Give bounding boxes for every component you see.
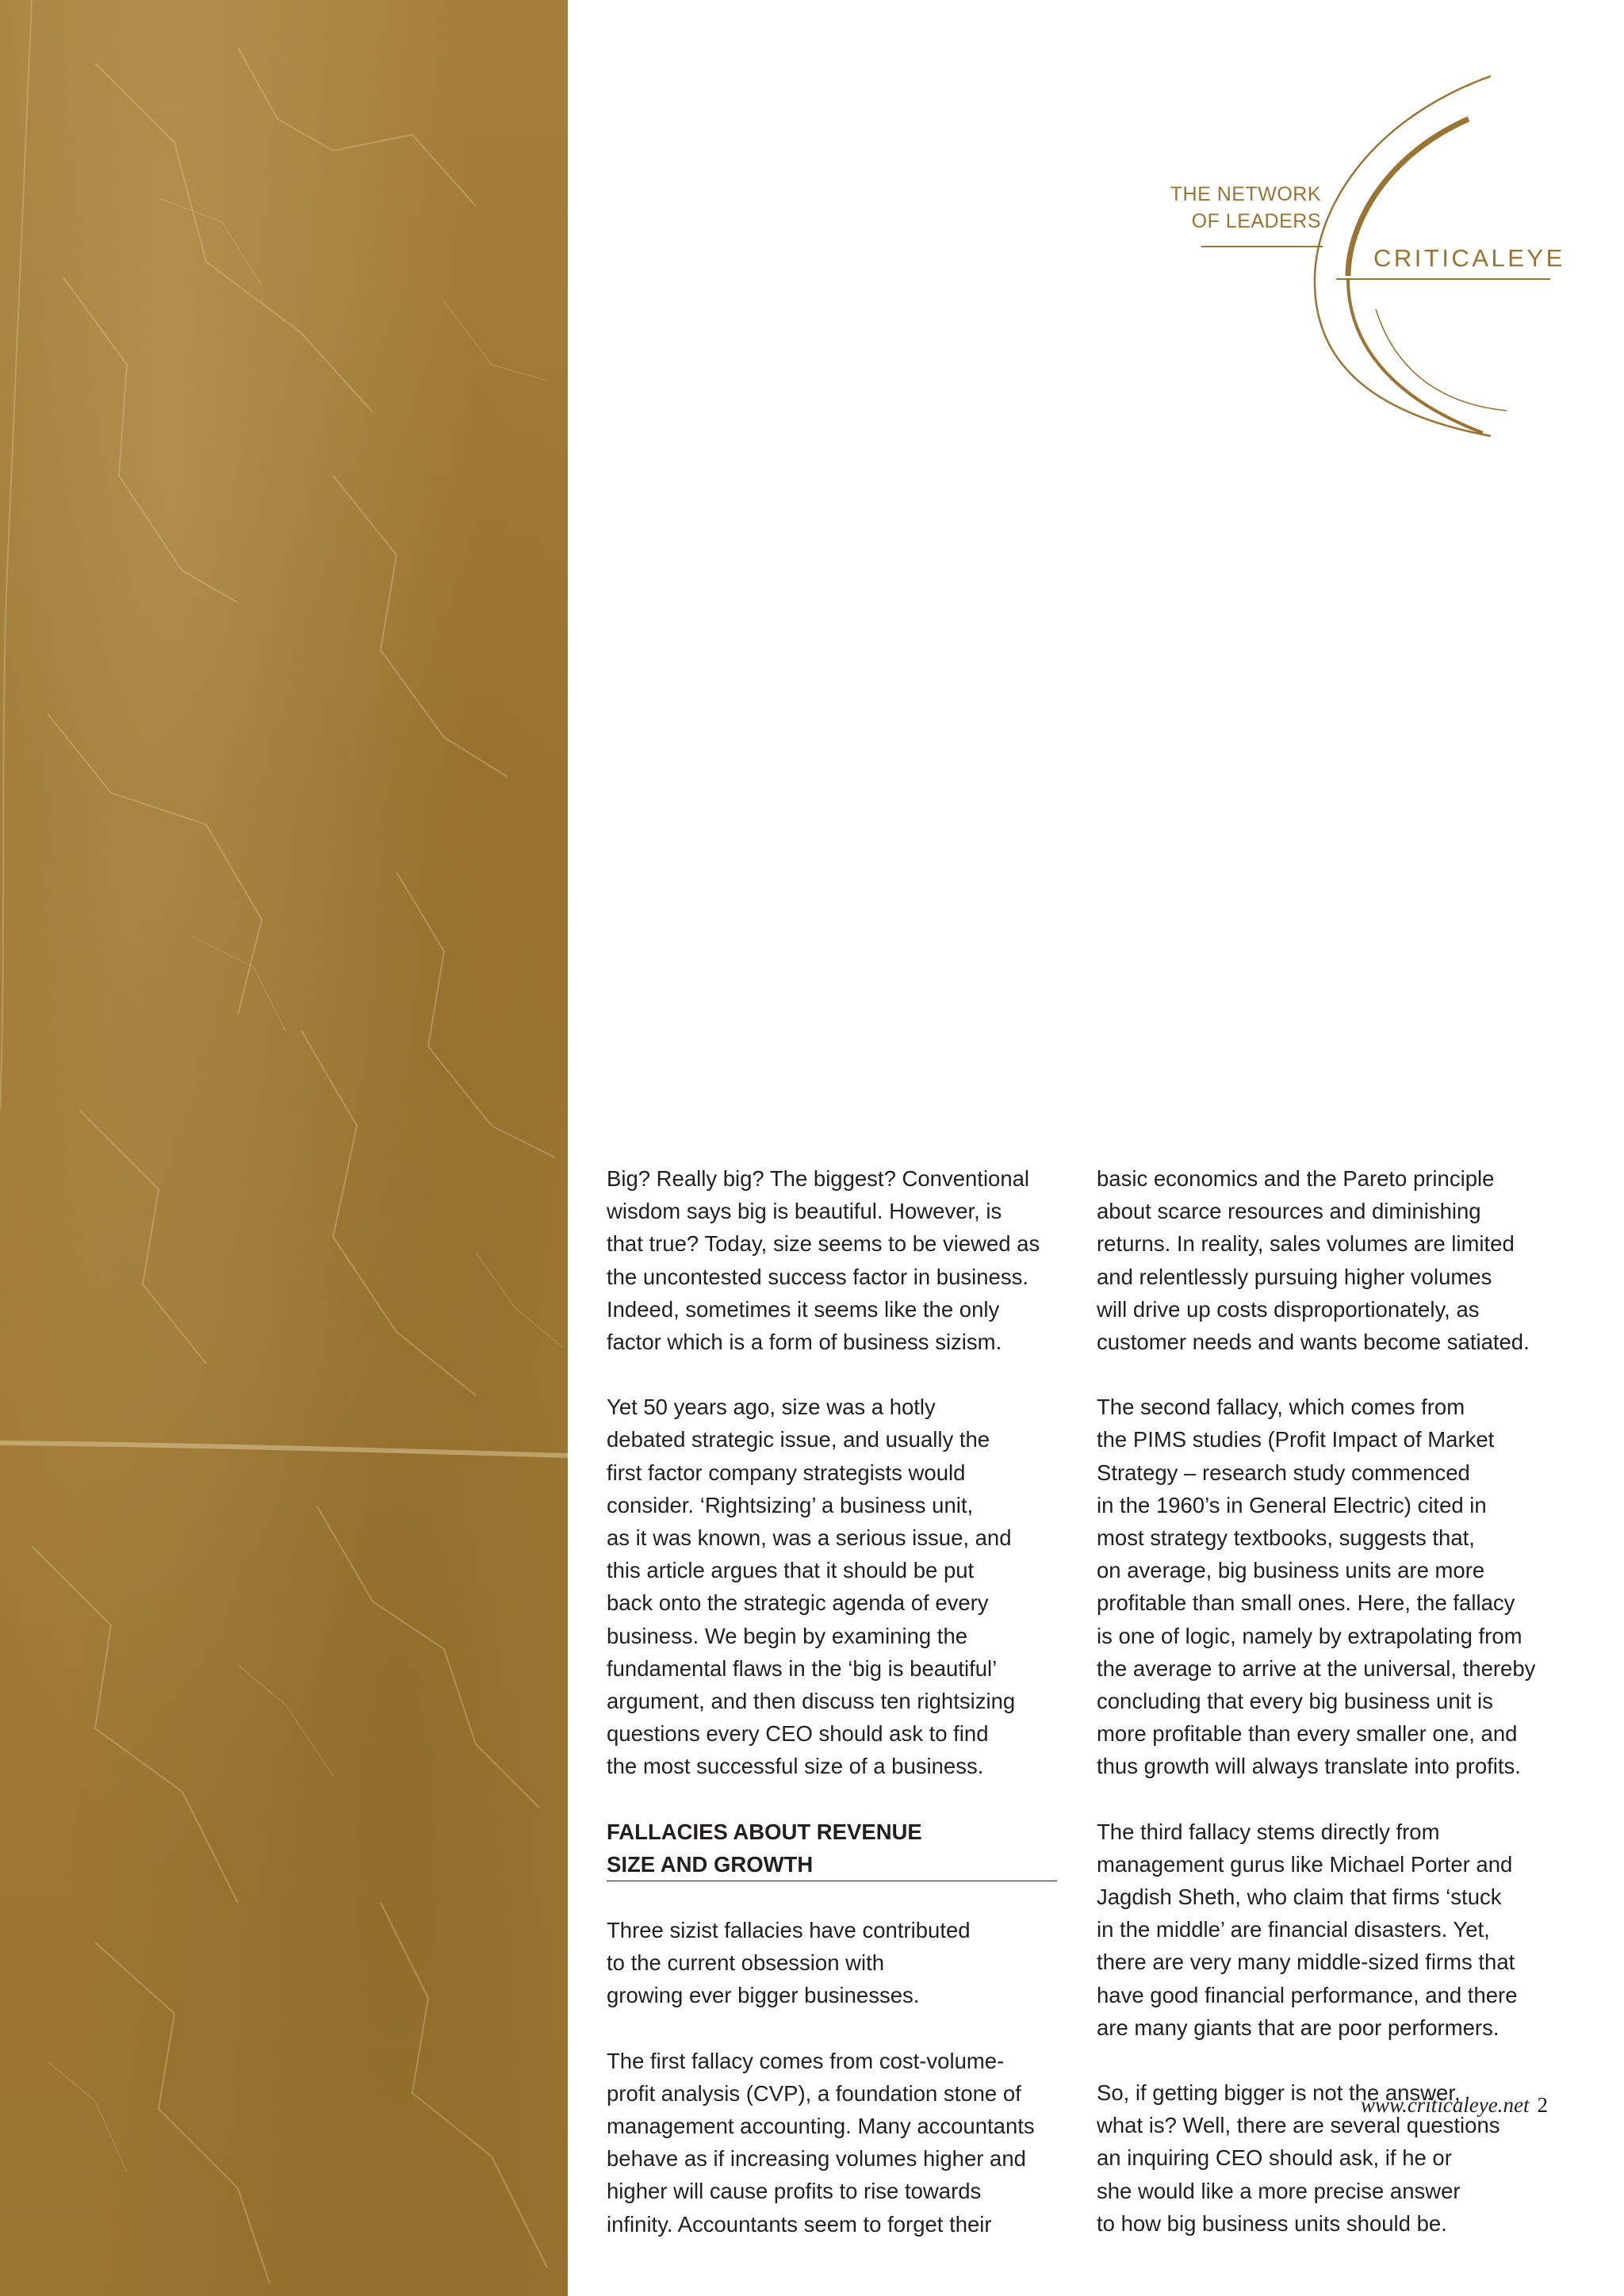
paragraph: basic economics and the Pareto principle about scarce resources and diminishing returns. In reality, sales volumes are limited and relentlessly pursuing higher volumes will drive up costs disproportionately, as customer needs and wants become satiated.: [1097, 1166, 1530, 1355]
paragraph: Big? Really big? The biggest? Conventional wisdom says big is beautiful. However, is that true? Today, size seems to be viewed as the uncontested success factor in business. Indeed, sometimes it seems like the only factor which is a form of business sizism.: [607, 1166, 1040, 1355]
logo-tagline: THE NETWORK OF LEADERS: [1170, 183, 1321, 232]
marble-vein-pattern: [0, 0, 568, 2296]
page-footer: [1361, 2093, 1548, 2118]
page-number: 2: [1537, 2093, 1548, 2117]
article-left-column: [607, 1162, 1067, 2273]
paragraph: Three sizist fallacies have contributed to the current obsession with growing ever bigger businesses.: [607, 1918, 971, 2008]
paragraph: So, if getting bigger is not the answer, what is? Well, there are several questions an inquiring CEO should ask, if he or she would like a more precise answer to how big business units should be.: [1097, 2080, 1500, 2236]
paragraph: The first fallacy comes from cost-volume- profit analysis (CVP), a foundation stone of management accounting. Many accountants behave as if increasing volumes higher and higher will cause profits to rise towards infinity. Accountants seem to forget their: [607, 2048, 1035, 2237]
logo-brand-name: CRITICALEYE: [1373, 244, 1565, 272]
decorative-texture-panel: [0, 0, 568, 2296]
paragraph: The third fallacy stems directly from management gurus like Michael Porter and Jagdish Sheth, who claim that firms ‘stuck in the middle’ are financial disasters. Yet, there are very many middle-sized firms that have good financial performance, and there are many giants that are poor performers.: [1097, 1819, 1518, 2040]
footer-url[interactable]: www.criticaleye.net: [1361, 2093, 1530, 2117]
section-heading: FALLACIES ABOUT REVENUE SIZE AND GROWTH: [607, 1816, 1057, 1881]
paragraph: Yet 50 years ago, size was a hotly debated strategic issue, and usually the first factor company strategists would consider. ‘Rightsizing’ a business unit, as it was known, was a serious issue, and this article argues that it should be put back onto the strategic agenda of every business. We begin by examining the fundamental flaws in the ‘big is beautiful’ argument, and then discuss ten rightsizing questions every CEO should ask to find the most successful size of a business.: [607, 1395, 1016, 1779]
paragraph: The second fallacy, which comes from the PIMS studies (Profit Impact of Market Strategy – research study commenced in the 1960’s in General Electric) cited in most strategy textbooks, suggests that, on average, big business units are more profitable than small ones. Here, the fallacy is one of logic, namely by extrapolating from the average to arrive at the universal, thereby concluding that every big business unit is more profitable than every smaller one, and thus growth will always translate into profits.: [1097, 1395, 1536, 1779]
